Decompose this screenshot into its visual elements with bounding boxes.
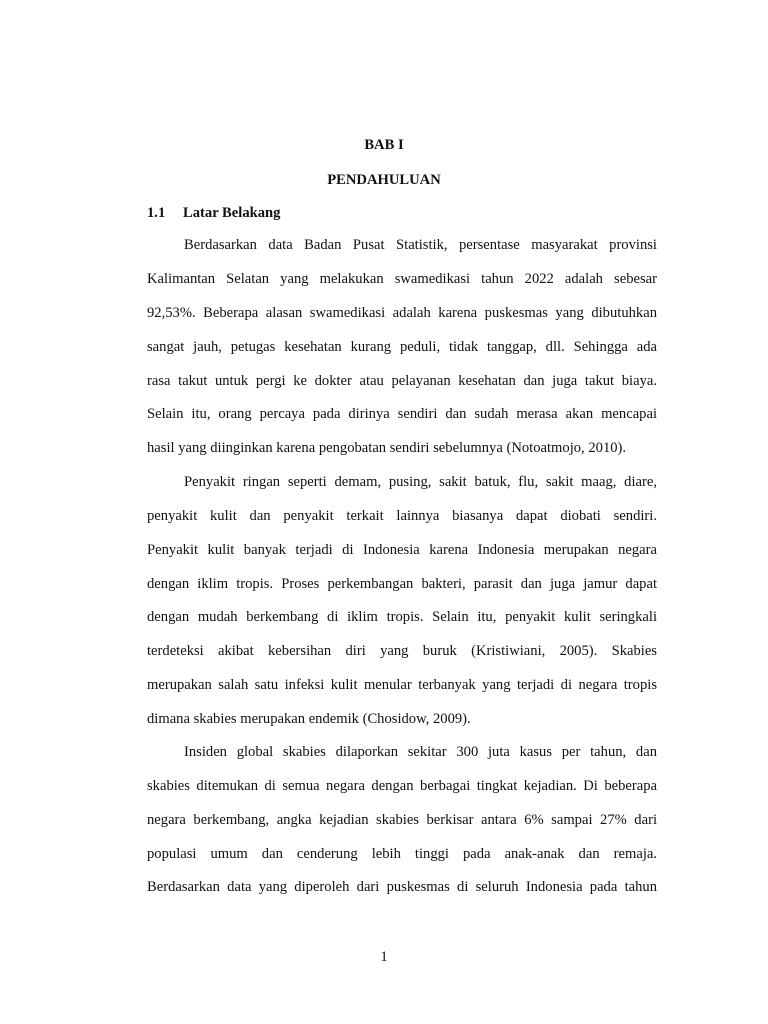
paragraph-line: Berdasarkan data yang diperoleh dari puskesmas di seluruh Indonesia pada tahun (147, 879, 657, 895)
paragraph-line: Berdasarkan data Badan Pusat Statistik, persentase masyarakat provinsi (184, 237, 657, 253)
paragraph-line: Selain itu, orang percaya pada dirinya sendiri dan sudah merasa akan mencapai (147, 406, 657, 422)
paragraph-line: skabies ditemukan di semua negara dengan berbagai tingkat kejadian. Di beberapa (147, 778, 657, 794)
paragraph-line: Kalimantan Selatan yang melakukan swamedikasi tahun 2022 adalah sebesar (147, 271, 657, 287)
paragraph-line: sangat jauh, petugas kesehatan kurang peduli, tidak tanggap, dll. Sehingga ada (147, 339, 657, 355)
paragraph-line: rasa takut untuk pergi ke dokter atau pelayanan kesehatan dan juga takut biaya. (147, 373, 657, 389)
paragraph-line: Insiden global skabies dilaporkan sekitar 300 juta kasus per tahun, dan (184, 744, 657, 760)
section-heading (147, 205, 280, 222)
paragraph-line: hasil yang diinginkan karena pengobatan sendiri sebelumnya (Notoatmojo, 2010). (147, 440, 627, 456)
section-title: Latar Belakang (183, 205, 281, 221)
chapter-number: BAB I (364, 137, 404, 153)
section-number: 1.1 (147, 205, 166, 221)
paragraph-line: 92,53%. Beberapa alasan swamedikasi adalah karena puskesmas yang dibutuhkan (147, 305, 657, 321)
paragraph-line: Penyakit kulit banyak terjadi di Indonesia karena Indonesia merupakan negara (147, 542, 657, 558)
paragraph-line: dengan iklim tropis. Proses perkembangan bakteri, parasit dan juga jamur dapat (147, 576, 657, 592)
paragraph-line: Penyakit ringan seperti demam, pusing, sakit batuk, flu, sakit maag, diare, (184, 474, 657, 490)
paragraph-line: negara berkembang, angka kejadian skabies berkisar antara 6% sampai 27% dari (147, 812, 657, 828)
paragraph-line: penyakit kulit dan penyakit terkait lainnya biasanya dapat diobati sendiri. (147, 508, 657, 524)
chapter-title: PENDAHULUAN (327, 172, 441, 188)
paragraph-line: merupakan salah satu infeksi kulit menular terbanyak yang terjadi di negara tropis (147, 677, 657, 693)
paragraph-line: dimana skabies merupakan endemik (Chosidow, 2009). (147, 711, 471, 727)
paragraph-line: populasi umum dan cenderung lebih tinggi pada anak-anak dan remaja. (147, 846, 657, 862)
page-number: 1 (380, 949, 388, 965)
paragraph-line: terdeteksi akibat kebersihan diri yang buruk (Kristiwiani, 2005). Skabies (147, 643, 657, 659)
paragraph-line: dengan mudah berkembang di iklim tropis. Selain itu, penyakit kulit seringkali (147, 609, 657, 625)
